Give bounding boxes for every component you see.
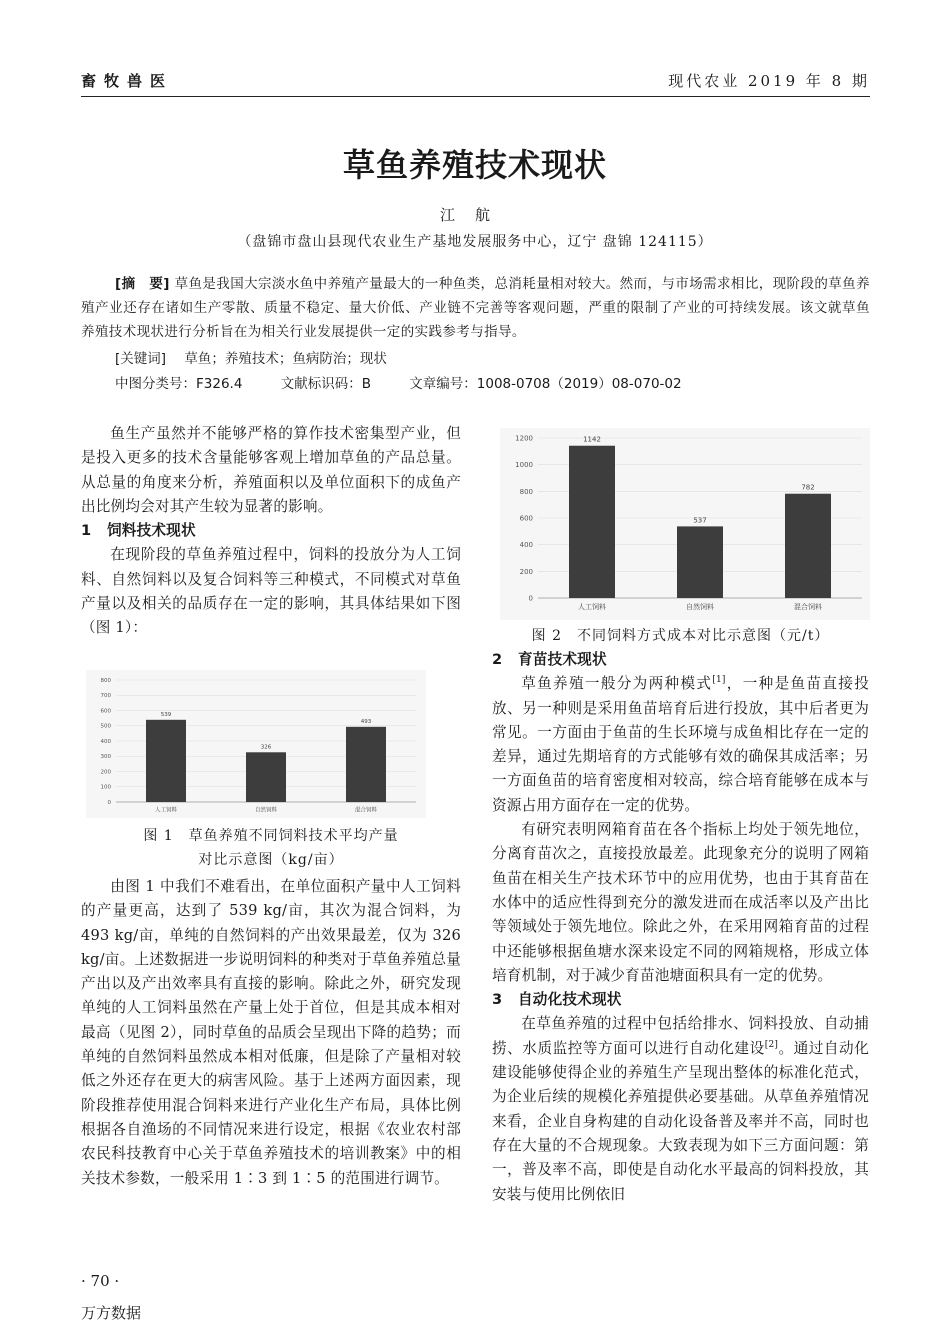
y-tick-label: 400: [519, 541, 533, 550]
y-tick-label: 400: [100, 738, 111, 745]
keywords-text: 草鱼；养殖技术；鱼病防治；现状: [184, 351, 387, 367]
section-3-paragraph: [492, 1012, 869, 1206]
y-tick-label: 0: [107, 799, 111, 806]
x-tick-label: 人工饲料: [154, 807, 178, 814]
data-label: 782: [801, 483, 815, 492]
x-tick-label: 自然饲料: [254, 807, 278, 814]
section-2-paragraph-1: [492, 672, 869, 818]
text-run: 在草鱼养殖的过程中包括给排水、饲料投放、自动捕捞、水质监控等方面可以进行自动化建设: [492, 1015, 869, 1057]
document-code: 文献标识码：B: [280, 376, 371, 392]
watermark: 万方数据: [81, 1304, 142, 1322]
section-number: 2: [492, 651, 503, 668]
bar: [146, 720, 186, 802]
data-label: 537: [693, 516, 707, 525]
figure-1-caption-line-2: 对比示意图（kg/亩）: [198, 852, 344, 868]
bar: [677, 526, 723, 598]
article-title: 草鱼养殖技术现状: [342, 146, 607, 184]
section-title: 自动化技术现状: [518, 991, 622, 1009]
text-run: 草鱼养殖一般分为两种模式: [521, 675, 713, 693]
bar: [785, 494, 831, 598]
x-tick-label: 混合饲料: [354, 807, 378, 814]
x-tick-label: 自然饲料: [686, 603, 714, 611]
intro-paragraph: 鱼生产虽然并不能够严格的算作技术密集型产业，但是投入更多的技术含量能够客观上增加草鱼的产品总量。从总量的角度来分析，养殖面积以及单位面积下的成鱼产出比例均会对其产生较为显著的影响。: [81, 425, 461, 515]
section-number: 3: [492, 991, 503, 1009]
section-number: 1: [81, 522, 92, 540]
article-number: 文章编号：1008-0708（2019）08-070-02: [409, 376, 682, 392]
y-tick-label: 500: [100, 723, 111, 730]
y-tick-label: 700: [100, 693, 111, 700]
keywords: [115, 347, 387, 371]
section-3-heading: [492, 988, 869, 1012]
figure-2-chart: [500, 428, 870, 620]
left-column-bottom: [81, 875, 461, 1191]
section-1-paragraph: 在现阶段的草鱼养殖过程中，饲料的投放分为人工饲料、自然饲料以及复合饲料等三种模式，不同模式对草鱼产量以及相关的品质存在一定的影响，其具体结果如下图（图 1）：: [81, 546, 461, 637]
y-tick-label: 800: [100, 677, 111, 684]
keywords-label: [关键词]: [115, 351, 167, 367]
y-tick-label: 600: [519, 514, 533, 523]
x-tick-label: 人工饲料: [578, 603, 606, 611]
section-2-heading: [492, 648, 869, 672]
classification-line: [115, 372, 716, 396]
header-rule: [81, 96, 870, 97]
data-label: 326: [260, 744, 272, 751]
y-tick-label: 200: [100, 769, 111, 776]
section-title: 育苗技术现状: [518, 651, 607, 668]
y-tick-label: 100: [100, 784, 111, 791]
bar: [346, 727, 386, 802]
y-tick-label: 200: [519, 567, 533, 576]
data-label: 493: [360, 718, 372, 725]
y-tick-label: 1200: [515, 434, 533, 443]
section-title: 饲料技术现状: [107, 522, 196, 540]
abstract: [81, 272, 870, 344]
abstract-text: 草鱼是我国大宗淡水鱼中养殖产量最大的一种鱼类，总消耗量相对较大。然而，与市场需求相比，现阶段的草鱼养殖产业还存在诸如生产零散、质量不稳定、量大价低、产业链不完善等客观问题，严重的限制了产业的可持续发展。该文就草鱼养殖技术现状进行分析旨在为相关行业发展提供一定的实践参考与指导。: [81, 276, 870, 340]
y-tick-label: 1000: [515, 461, 533, 470]
data-label: 539: [160, 711, 172, 718]
right-column: [492, 648, 869, 1207]
section-label: 畜牧兽医: [81, 72, 174, 90]
clc-number: 中图分类号：F326.4: [115, 376, 243, 392]
page-number: · 70 ·: [81, 1272, 120, 1290]
text-run: 。通过自动化建设能够使得企业的养殖生产呈现出整体的标准化范式，为企业后续的规模化养殖提供必要基础。从草鱼养殖情况来看，企业自身构建的自动化设备普及率并不高，同时也存在大量的不合规现象。大致表现为如下三方面问题：第一，普及率不高，即使是自动化水平最高的饲料投放，其安装与使用比例依旧: [492, 1039, 870, 1203]
figure-2-caption: 图 2 不同饲料方式成本对比示意图（元/t）: [531, 628, 830, 644]
bar: [569, 446, 615, 598]
text-run: ，一种是鱼苗直接投放、另一种则是采用鱼苗培育后进行投放，其中后者更为常见。一方面由于鱼苗的生长环境与成鱼相比存在一定的差异，通过先期培育的方式能够有效的确保其成活率；另一方面鱼苗的培育密度相对较高，综合培育能够在成本与资源占用方面存在一定的优势。: [492, 675, 869, 814]
author: 江航: [439, 206, 510, 224]
data-label: 1142: [583, 435, 601, 444]
section-1-heading: [81, 519, 461, 543]
y-tick-label: 800: [519, 487, 533, 496]
figure-1-caption-line-1: 图 1 草鱼养殖不同饲料技术平均产量: [143, 828, 399, 844]
affiliation: （盘锦市盘山县现代农业生产基地发展服务中心，辽宁 盘锦 124115）: [237, 234, 713, 250]
figure-1-analysis-paragraph: 由图 1 中我们不难看出，在单位面积产量中人工饲料的产量更高，达到了 539 kg/亩，其次为混合饲料，为 493 kg/亩，单纯的自然饲料的产出效果最差，仅为 326 kg/亩。上述数据进一步说明饲料的种类对于草鱼养殖总量产出以及产出效率具有直接的影响。除此之外，研究发现单纯的人工饲料虽然在产量上处于首位，但是其成本相对最高（见图 2），同时草鱼的品质会呈现出下降的趋势；而单纯的自然饲料虽然成本相对低廉，但是除了产量相对较低之外还存在更大的病害风险。基于上述两方面因素，现阶段推荐使用混合饲料来进行产业化生产布局，具体比例根据各自渔场的不同情况来进行设定，根据《农业农村部农民科技教育中心关于草鱼养殖技术的培训教案》中的相关技术参数，一般采用 1∶3 到 1∶5 的范围进行调节。: [81, 878, 461, 1187]
journal-issue: 现代农业 2019 年 8 期: [668, 72, 870, 90]
y-tick-label: 600: [100, 708, 111, 715]
figure-1-chart: [86, 670, 426, 818]
y-tick-label: 0: [528, 594, 533, 603]
x-tick-label: 混合饲料: [794, 603, 822, 611]
citation-ref-1[interactable]: [1]: [712, 675, 726, 686]
y-tick-label: 300: [100, 754, 111, 761]
abstract-label: [摘 要]: [115, 276, 170, 292]
left-column-top: [81, 422, 461, 641]
figure-1-caption: [81, 824, 461, 872]
section-2-paragraph-2: 有研究表明网箱育苗在各个指标上均处于领先地位，分离育苗次之，直接投放最差。此现象充分的说明了网箱鱼苗在相关生产技术环节中的应用优势，也由于其育苗在水体中的适应性得到充分的激发进而在成活率以及产出比等领域处于领先地位。除此之外，在采用网箱育苗的过程中还能够根据鱼塘水深来设定不同的网箱规格，形成立体培育机制，对于减少育苗池塘面积具有一定的优势。: [492, 821, 869, 984]
citation-ref-2[interactable]: [2]: [764, 1039, 779, 1050]
bar: [246, 752, 286, 802]
